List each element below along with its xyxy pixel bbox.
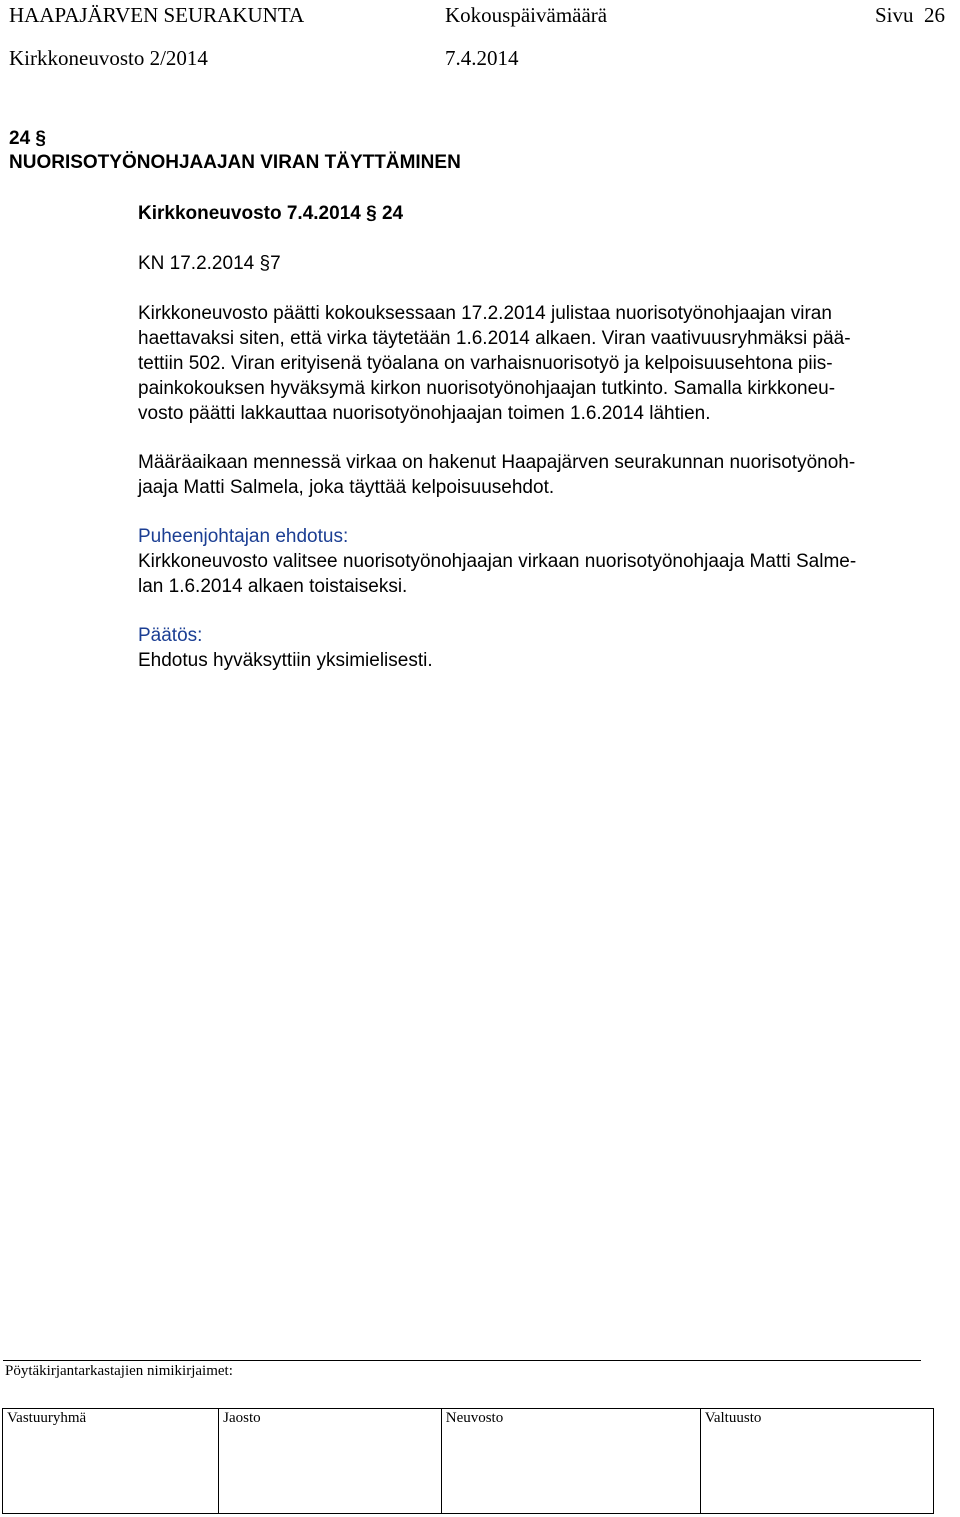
page-label: Sivu (875, 3, 914, 27)
routing-cell-valtuusto (700, 1409, 933, 1514)
routing-cell-vastuuryhma (3, 1409, 219, 1514)
decision-section (138, 623, 433, 673)
signature-divider (3, 1360, 921, 1361)
paragraph-line: jaaja Matti Salmela, joka täyttää kelpoisuusehdot. (138, 477, 555, 498)
section-title: NUORISOTYÖNOHJAAJAN VIRAN TÄYTTÄMINEN (9, 152, 461, 173)
paragraph-line: Kirkkoneuvosto päätti kokouksessaan 17.2.2014 julistaa nuorisotyönohjaajan viran (138, 303, 832, 324)
paragraph-line: Määräaikaan mennessä virkaa on hakenut Haapajärven seurakunnan nuorisotyönoh- (138, 452, 856, 473)
routing-table (2, 1408, 934, 1514)
signatures-label: Pöytäkirjantarkastajien nimikirjaimet: (5, 1363, 233, 1379)
previous-reference-symbol: § (259, 253, 271, 274)
current-reference-symbol: § (366, 203, 377, 224)
section-symbol: § (35, 128, 46, 149)
routing-label: Neuvosto (445, 1410, 504, 1426)
paragraph-line: vosto päätti lakkauttaa nuorisotyönohjaajan toimen 1.6.2014 lähtien. (138, 403, 711, 424)
previous-reference-text: KN 17.2.2014 (138, 253, 255, 274)
proposal-section (138, 524, 856, 599)
proposal-line: lan 1.6.2014 alkaen toistaiseksi. (138, 576, 408, 597)
routing-label: Jaosto (223, 1410, 261, 1426)
previous-reference-number: 7 (270, 253, 281, 274)
routing-label: Vastuuryhmä (7, 1410, 87, 1426)
proposal-line: Kirkkoneuvosto valitsee nuorisotyönohjaajan virkaan nuorisotyönohjaaja Matti Salme- (138, 551, 857, 572)
organization-name: HAAPAJÄRVEN SEURAKUNTA (9, 3, 305, 27)
paragraph-background (138, 301, 851, 426)
previous-reference (138, 253, 281, 275)
paragraph-line: haettavaksi siten, että virka täytetään 1.6.2014 alkaen. Viran vaativuusryhmäksi pää- (138, 328, 851, 349)
routing-cell-jaosto (219, 1409, 442, 1514)
proposal-heading: Puheenjohtajan ehdotus: (138, 526, 349, 547)
page-number: 26 (924, 3, 946, 27)
page-indicator (875, 3, 945, 28)
meeting-date: 7.4.2014 (445, 46, 519, 70)
routing-label: Valtuusto (704, 1410, 762, 1426)
decision-text: Ehdotus hyväksyttiin yksimielisesti. (138, 650, 433, 671)
current-reference-number: 24 (381, 203, 404, 224)
paragraph-line: painkokouksen hyväksymä kirkon nuorisotyönohjaajan tutkinto. Samalla kirkkoneu- (138, 378, 836, 399)
routing-cell-neuvosto (441, 1409, 700, 1514)
paragraph-line: tettiin 502. Viran erityisenä työalana on varhaisnuorisotyö ja kelpoisuusehtona piis- (138, 353, 833, 374)
paragraph-applicants (138, 450, 855, 500)
date-label: Kokouspäivämäärä (445, 3, 608, 27)
section-number (9, 128, 46, 150)
section-number-value: 24 (9, 128, 31, 149)
current-reference (138, 203, 403, 225)
meeting-name: Kirkkoneuvosto 2/2014 (9, 46, 208, 70)
decision-heading: Päätös: (138, 625, 203, 646)
current-reference-text: Kirkkoneuvosto 7.4.2014 (138, 203, 361, 224)
